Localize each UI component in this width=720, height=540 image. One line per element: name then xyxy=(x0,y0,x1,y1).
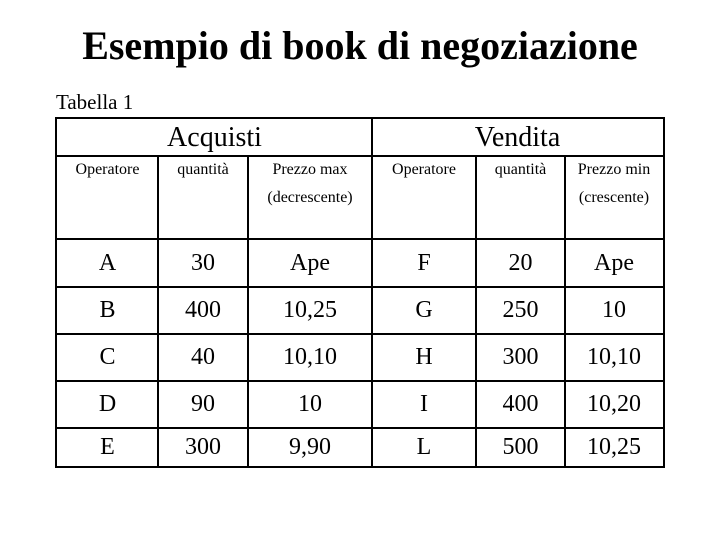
column-header-line1: Operatore xyxy=(392,161,456,178)
table-cell: 10,25 xyxy=(283,297,337,323)
table-cell: 10,10 xyxy=(587,344,641,370)
order-book-table xyxy=(55,117,665,468)
table-cell: 30 xyxy=(191,249,215,276)
table-cell: I xyxy=(420,391,428,417)
column-header xyxy=(565,156,663,220)
column-header xyxy=(248,156,372,220)
table-cell: 400 xyxy=(502,391,539,417)
column-header-line1: quantità xyxy=(494,161,547,178)
table-cell: B xyxy=(99,297,116,323)
table-cell: 500 xyxy=(502,433,539,460)
column-header-line1: Operatore xyxy=(75,161,140,178)
table-cell: 300 xyxy=(502,344,539,370)
table-cell: E xyxy=(100,433,115,460)
table-cell: 250 xyxy=(502,297,539,323)
column-header-line1: Prezzo max xyxy=(272,161,348,178)
group-header-vendita: Vendita xyxy=(474,121,561,153)
table-cell: L xyxy=(416,433,432,460)
column-header-line2: (crescente) xyxy=(578,189,650,206)
column-header-line1: quantità xyxy=(177,161,229,178)
table-cell: D xyxy=(98,391,117,417)
table-cell: 20 xyxy=(508,249,533,276)
table-cell: 300 xyxy=(185,433,221,460)
table-cell: 400 xyxy=(185,297,221,323)
table-cell: C xyxy=(99,344,116,370)
table-cell: 10 xyxy=(298,391,322,417)
table-cell: 40 xyxy=(191,344,215,370)
table-cell: 90 xyxy=(191,391,215,417)
table-cell: H xyxy=(415,344,433,370)
table-cell: 10,10 xyxy=(283,344,337,370)
column-header-line1: Prezzo min xyxy=(577,161,651,178)
column-header xyxy=(57,156,158,220)
table-cell: A xyxy=(98,249,117,276)
column-header-line2: (decrescente) xyxy=(267,189,353,206)
table-cell: 9,90 xyxy=(289,433,331,460)
table-cell: Ape xyxy=(594,249,634,276)
column-header xyxy=(476,156,565,220)
table-cell: 10,20 xyxy=(587,391,641,417)
column-header xyxy=(372,156,476,220)
group-header-acquisti: Acquisti xyxy=(167,121,262,153)
table-cell: G xyxy=(415,297,433,323)
table-cell: 10 xyxy=(602,297,626,323)
column-header xyxy=(158,156,248,220)
table-caption: Tabella 1 xyxy=(56,90,134,114)
table-cell: F xyxy=(417,249,431,276)
page-title: Esempio di book di negoziazione xyxy=(82,23,638,68)
table-cell: 10,25 xyxy=(587,433,641,460)
table-cell: Ape xyxy=(290,249,330,276)
